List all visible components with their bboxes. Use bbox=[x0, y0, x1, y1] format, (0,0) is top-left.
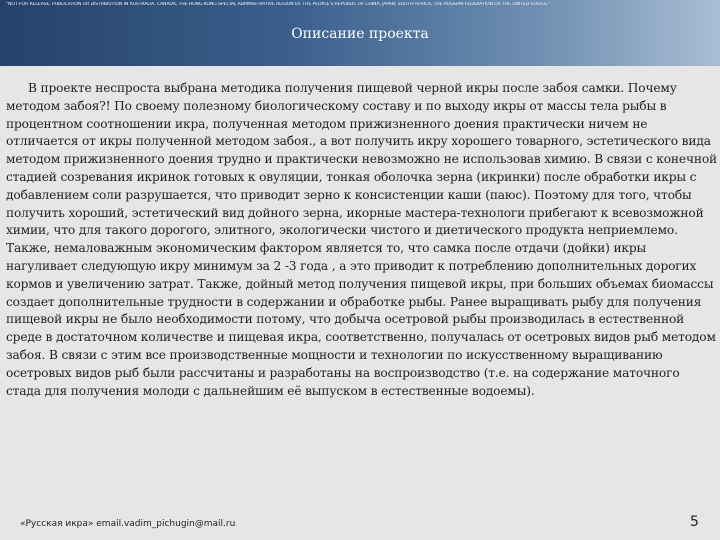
disclaimer-text: "NOT FOR RELEASE, PUBLICATION OR DISTRIBUTION IN AUSTRALIA, CANADA, THE HONG KONG SPECIAL ADMINISTRATIVE REGION OF THE PEOPLE'S REPUBLIC OF CHINA, JAPAN, SOUTH AFRICA, THE RUSSIAN FEDERATION OR THE UNITED STATES." bbox=[6, 2, 551, 7]
title-banner bbox=[0, 0, 720, 66]
slide-title: Описание проекта bbox=[291, 26, 429, 42]
page-number: 5 bbox=[690, 514, 699, 530]
content-area bbox=[6, 80, 718, 400]
body-paragraph: В проекте неспроста выбрана методика получения пищевой черной икры после забоя самки. Почему методом забоя?! По своему полезному биологическому составу и по выходу икры от массы тела рыбы в процентном соотношении икра, полученная методом прижизненного доения практически ничем не отличается от икры полученной методом забоя., а вот получить икру хорошего товарного, эстетического вида методом прижизненного доения трудно и практически невозможно не использовав химию. В связи с конечной стадией созревания икринок готовых к овуляции, тонкая оболочка зерна (икринки) после обработки икры с добавлением соли разрушается, что приводит зерно к консистенции каши (паюс). Поэтому для того, чтобы получить хороший, эстетический вид дойного зерна, икорные мастера-технологи прибегают к всевозможной химии, что для такого дорогого, элитного, экологически чистого и диетического продукта неприемлемо. Также, немаловажным экономическим фактором является то, что самка после отдачи (дойки) икры нагуливает следующую икру минимум за 2 -3 года , а это приводит к потреблению дополнительных дорогих кормов и увеличению затрат. Также, дойный метод получения пищевой икры, при больших объемах биомассы создает дополнительные трудности в содержании и обработке рыбы. Ранее выращивать рыбу для получения пищевой икры не было необходимости потому, что добыча осетровой рыбы производилась в естественной среде в достаточном количестве и пищевая икра, соответственно, получалась от осетровых видов рыб методом забоя. В связи с этим все производственные мощности и технологии по искусственному выращиванию осетровых видов рыб были рассчитаны и разработаны на воспроизводство (т.е. на содержание маточного стада для получения молоди с дальнейшим её выпуском в естественные водоемы). bbox=[6, 81, 717, 398]
footer-contact: «Русская икра» email.vadim_pichugin@mail.ru bbox=[20, 519, 236, 529]
